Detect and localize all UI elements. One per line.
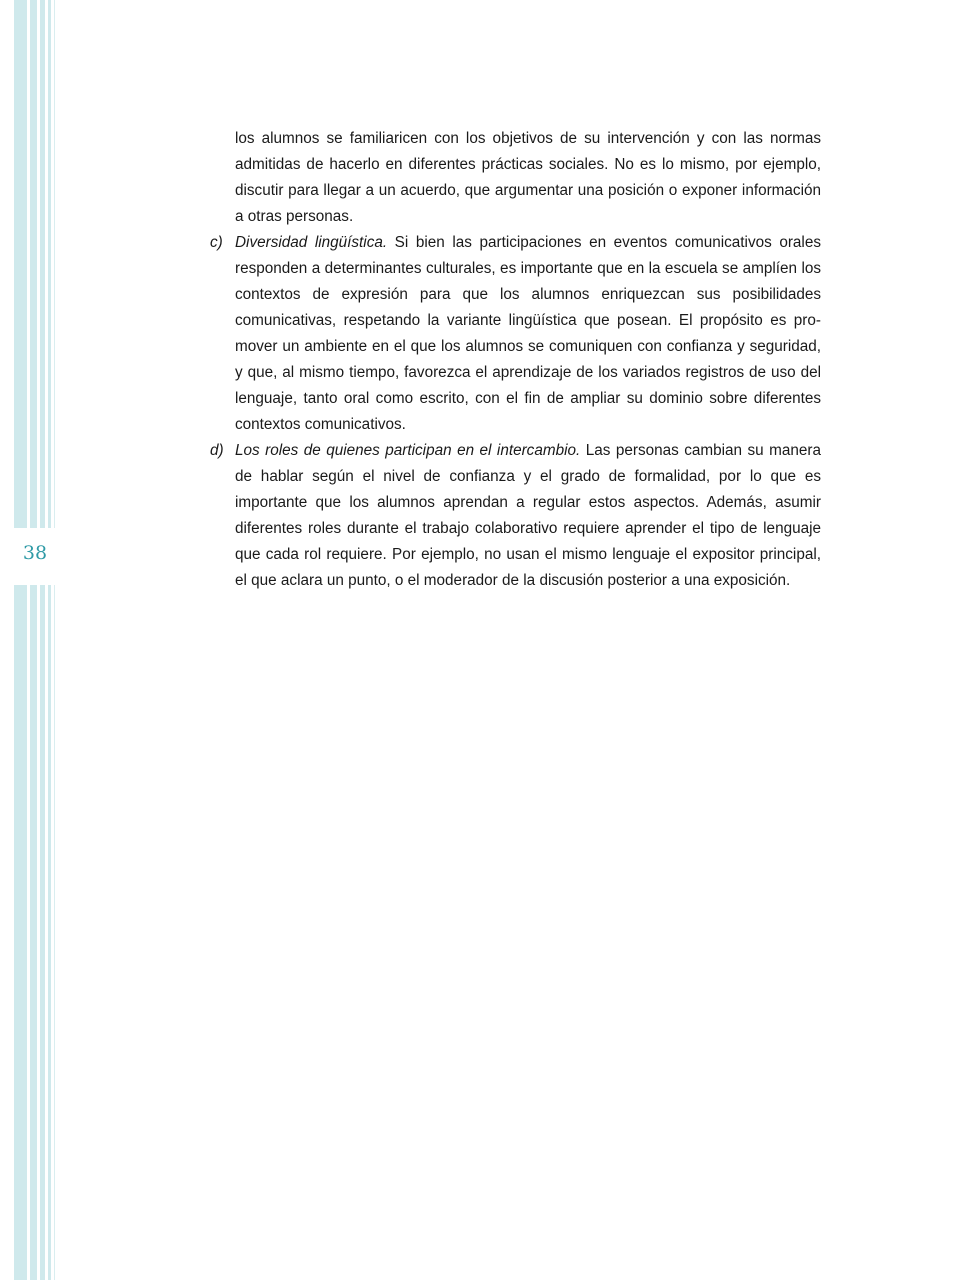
body-text (210, 126, 822, 594)
paragraph-text: Si bien las participaciones en eventos comunicativos orales responden a determinantes culturales, es importante que en la escuela se amplíen los contextos de expresión para que los alumnos enriquezcan sus posibilidades comunicativas, respetando la variante lingüística que posean. El propósito es promover un ambiente en el que los alumnos se comuniquen con confianza y seguridad, y que, al mismo tiempo, favorezca el aprendizaje de los variados registros de uso del lenguaje, tanto oral como escrito, con el fin de ampliar su dominio sobre diferentes contextos comunicativos. (235, 234, 821, 433)
paragraph-continuation (235, 126, 821, 230)
paragraph-text: Las personas cambian su manera de hablar según el nivel de confianza y el grado de formalidad, por lo que es importante que los alumnos aprendan a regular estos aspectos. Además, asumir diferentes roles durante el trabajo colaborativo requiere aprender el tipo de lenguaje que cada rol requiere. Por ejemplo, no usan el mismo lenguaje el expositor principal, el que aclara un punto, o el moderador de la discusión posterior a una exposición. (235, 442, 822, 589)
paragraph-text: los alumnos se familiaricen con los objetivos de su intervención y con las normas admitidas de hacerlo en diferentes prácticas sociales. No es lo mismo, por ejemplo, discutir para llegar a un acuerdo, que argumentar una posición o exponer información a otras personas. (235, 130, 821, 225)
list-item-heading: Los roles de quienes participan en el intercambio. (235, 442, 581, 459)
page-number: 38 (22, 542, 48, 564)
list-item-d (210, 438, 822, 594)
margin-stripes-top (0, 0, 60, 528)
margin-stripes-bottom (0, 585, 60, 1280)
list-marker: c) (210, 234, 223, 251)
list-item-c (210, 230, 821, 438)
list-item-heading: Diversidad lingüística. (235, 234, 388, 251)
list-marker: d) (210, 442, 224, 459)
